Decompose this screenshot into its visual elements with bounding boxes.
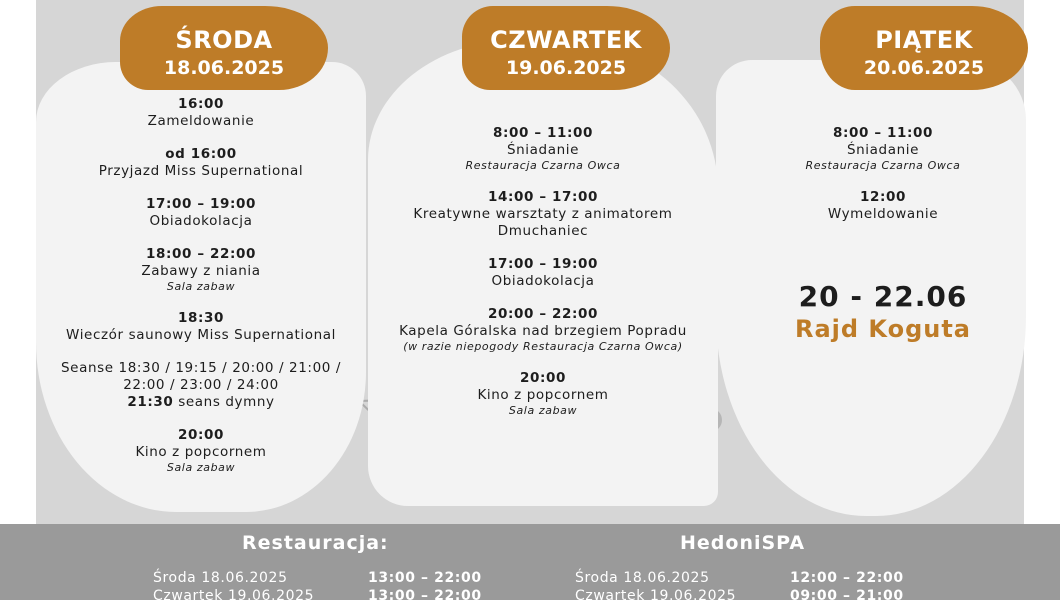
event-time: 18:30 [178,310,224,326]
event-time: 20:00 [520,370,566,386]
day-name: PIĄTEK [875,26,973,54]
event-title: Kino z popcornem [477,387,609,403]
event-title: Obiadokolacja [491,273,595,289]
event [46,196,356,230]
event [380,256,706,290]
day-date: 18.06.2025 [163,57,285,79]
event [46,246,356,294]
day-header-thursday [462,6,670,90]
event [46,310,356,344]
row-day: Czwartek 19.06.2025 [575,588,737,604]
event [740,125,1026,173]
event-time: 20:00 [178,427,224,443]
event-title: Śniadanie [846,142,919,158]
event-time: 17:00 – 19:00 [146,196,256,212]
rally-name: Rajd Koguta [794,315,972,343]
restaurant-row [153,588,482,604]
event-place: Sala zabaw [166,461,236,474]
event-title: Przyjazd Miss Supernational [98,163,304,179]
event-title: Wymeldowanie [827,206,939,222]
thursday-events [380,125,706,434]
day-header-friday [820,6,1028,90]
rally-highlight [740,280,1026,343]
event [740,189,1026,223]
event-place: Sala zabaw [166,280,236,293]
day-date: 19.06.2025 [505,57,627,79]
row-hours: 09:00 – 21:00 [790,588,904,604]
day-date: 20.06.2025 [863,57,985,79]
event-title: Kreatywne warsztaty z animatorem Dmuchaniec [413,206,673,239]
event-title: Kapela Góralska nad brzegiem Popradu [399,323,687,339]
row-day: Środa 18.06.2025 [153,570,288,586]
day-name: ŚRODA [175,26,273,54]
event-time: 17:00 – 19:00 [488,256,598,272]
event-title: Kino z popcornem [135,444,267,460]
event-title: Zabawy z niania [141,263,261,279]
wednesday-events [46,96,356,491]
row-day: Środa 18.06.2025 [575,570,710,586]
event-bold-time: 21:30 [127,394,174,410]
event [380,370,706,418]
rally-dates: 20 - 22.06 [798,280,968,313]
event [380,189,706,240]
day-name: CZWARTEK [490,26,642,54]
event [46,96,356,130]
event-time: 16:00 [178,96,224,112]
event-title: Zameldowanie [147,113,255,129]
event-time: 18:00 – 22:00 [146,246,256,262]
row-hours: 12:00 – 22:00 [790,570,904,586]
event-time: 14:00 – 17:00 [488,189,598,205]
event-time: 8:00 – 11:00 [493,125,593,141]
spa-title: HedoniSPA [680,532,806,554]
event [380,125,706,173]
spa-row [575,588,904,604]
event [46,146,356,180]
event-place: Sala zabaw [508,404,578,417]
day-header-wednesday [120,6,328,90]
event-time: 8:00 – 11:00 [833,125,933,141]
event-place: Restauracja Czarna Owca [465,159,621,172]
friday-events [740,125,1026,239]
event-title: Seanse 18:30 / 19:15 / 20:00 / 21:00 / 22:00 / 23:00 / 24:00 [61,360,341,393]
event [46,427,356,475]
event-note: seans dymny [178,394,275,410]
event-place: (w razie niepogody Restauracja Czarna Owca) [403,340,683,353]
event-place: Restauracja Czarna Owca [805,159,961,172]
spa-row [575,570,904,586]
event [380,306,706,354]
event-title: Obiadokolacja [149,213,253,229]
restaurant-title: Restauracja: [242,532,389,554]
event-title: Śniadanie [506,142,579,158]
event-seanse [46,360,356,411]
event-time: od 16:00 [165,146,237,162]
row-hours: 13:00 – 22:00 [368,588,482,604]
event-title: Wieczór saunowy Miss Supernational [66,327,336,343]
opening-hours-footer [0,524,1060,604]
event-time: 12:00 [860,189,906,205]
event-time: 20:00 – 22:00 [488,306,598,322]
row-hours: 13:00 – 22:00 [368,570,482,586]
row-day: Czwartek 19.06.2025 [153,588,315,604]
restaurant-row [153,570,482,586]
